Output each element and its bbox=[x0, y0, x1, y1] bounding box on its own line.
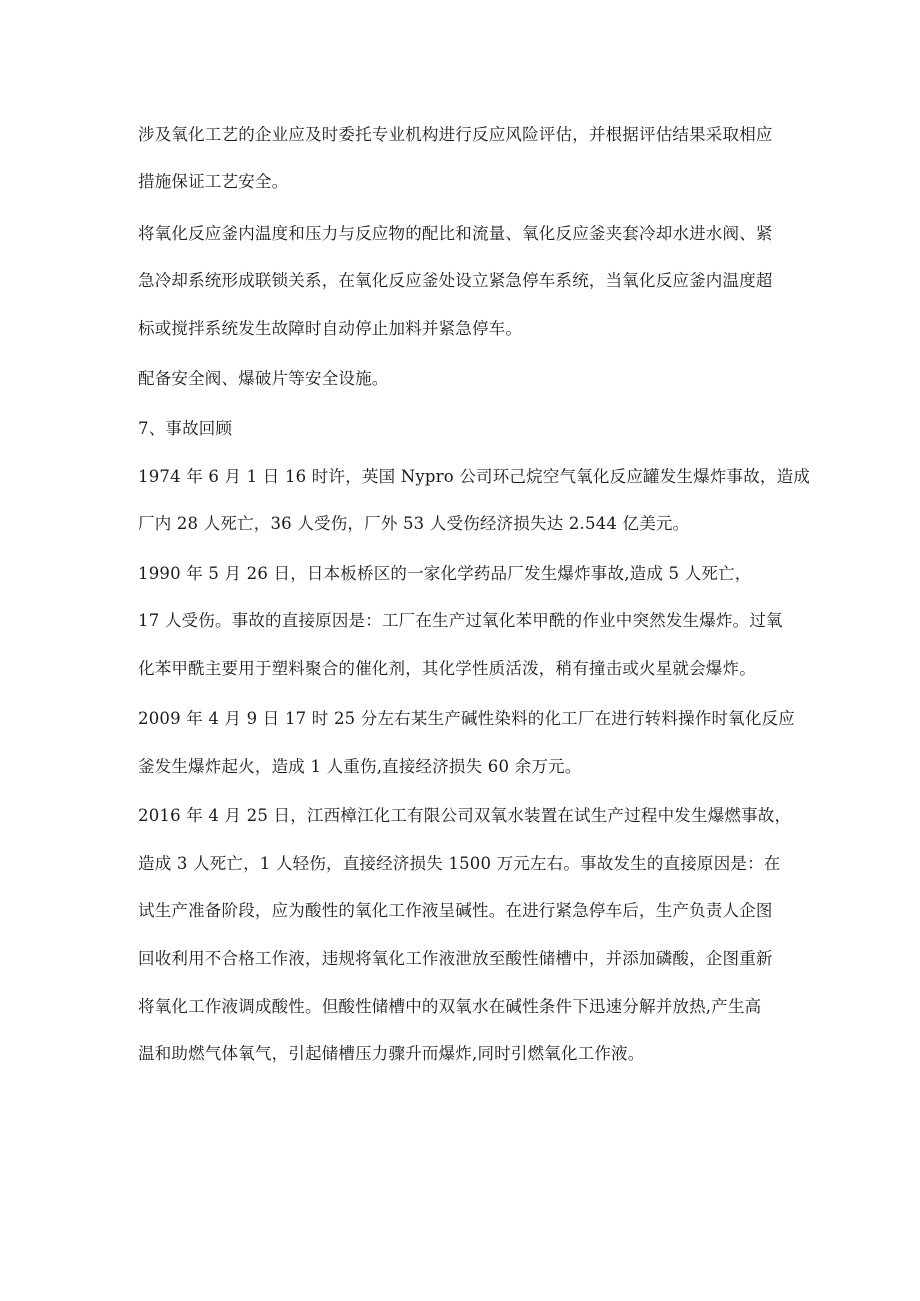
text-line: 温和助燃气体氧气，引起储槽压力骤升而爆炸,同时引燃氧化工作液。 bbox=[138, 1044, 645, 1063]
text-line: 配备安全阀、爆破片等安全设施。 bbox=[138, 369, 389, 388]
text-line: 急冷却系统形成联锁关系，在氧化反应釜处设立紧急停车系统，当氧化反应釜内温度超 bbox=[138, 271, 773, 290]
text-line: 17 人受伤。事故的直接原因是：工厂在生产过氧化苯甲酰的作业中突然发生爆炸。过氧 bbox=[138, 611, 783, 630]
text-line: 回收利用不合格工作液，违规将氧化工作液泄放至酸性储槽中，并添加磷酸，企图重新 bbox=[138, 949, 773, 968]
text-line: 2016 年 4 月 25 日，江西樟江化工有限公司双氧水装置在试生产过程中发生爆燃事故， bbox=[138, 806, 792, 825]
section-heading: 7、事故回顾 bbox=[138, 419, 233, 438]
text-line: 将氧化工作液调成酸性。但酸性储槽中的双氧水在碱性条件下迅速分解并放热,产生高 bbox=[138, 997, 762, 1016]
text-line: 釜发生爆炸起火，造成 1 人重伤,直接经济损失 60 余万元。 bbox=[138, 757, 582, 776]
text-line: 将氧化反应釜内温度和压力与反应物的配比和流量、氧化反应釜夹套冷却水进水阀、紧 bbox=[138, 224, 773, 243]
text-line: 试生产准备阶段，应为酸性的氧化工作液呈碱性。在进行紧急停车后，生产负责人企图 bbox=[138, 901, 773, 920]
text-line: 1974 年 6 月 1 日 16 时许，英国 Nypro 公司环己烷空气氧化反应罐发生爆炸事故，造成 bbox=[138, 467, 811, 486]
text-line: 造成 3 人死亡，1 人轻伤，直接经济损失 1500 万元左右。事故发生的直接原因是：在 bbox=[138, 854, 781, 873]
text-line: 涉及氧化工艺的企业应及时委托专业机构进行反应风险评估，并根据评估结果采取相应 bbox=[138, 125, 773, 144]
text-line: 化苯甲酰主要用于塑料聚合的催化剂，其化学性质活泼，稍有撞击或火星就会爆炸。 bbox=[138, 659, 756, 678]
text-line: 厂内 28 人死亡，36 人受伤，厂外 53 人受伤经济损失达 2.544 亿美元。 bbox=[138, 514, 690, 533]
text-line: 2009 年 4 月 9 日 17 时 25 分左右某生产碱性染料的化工厂在进行转料操作时氧化反应 bbox=[138, 709, 795, 728]
text-line: 标或搅拌系统发生故障时自动停止加料并紧急停车。 bbox=[138, 319, 523, 338]
text-line: 措施保证工艺安全。 bbox=[138, 172, 289, 191]
text-line: 1990 年 5 月 26 日，日本板桥区的一家化学药品厂发生爆炸事故,造成 5 人死亡， bbox=[138, 564, 752, 583]
